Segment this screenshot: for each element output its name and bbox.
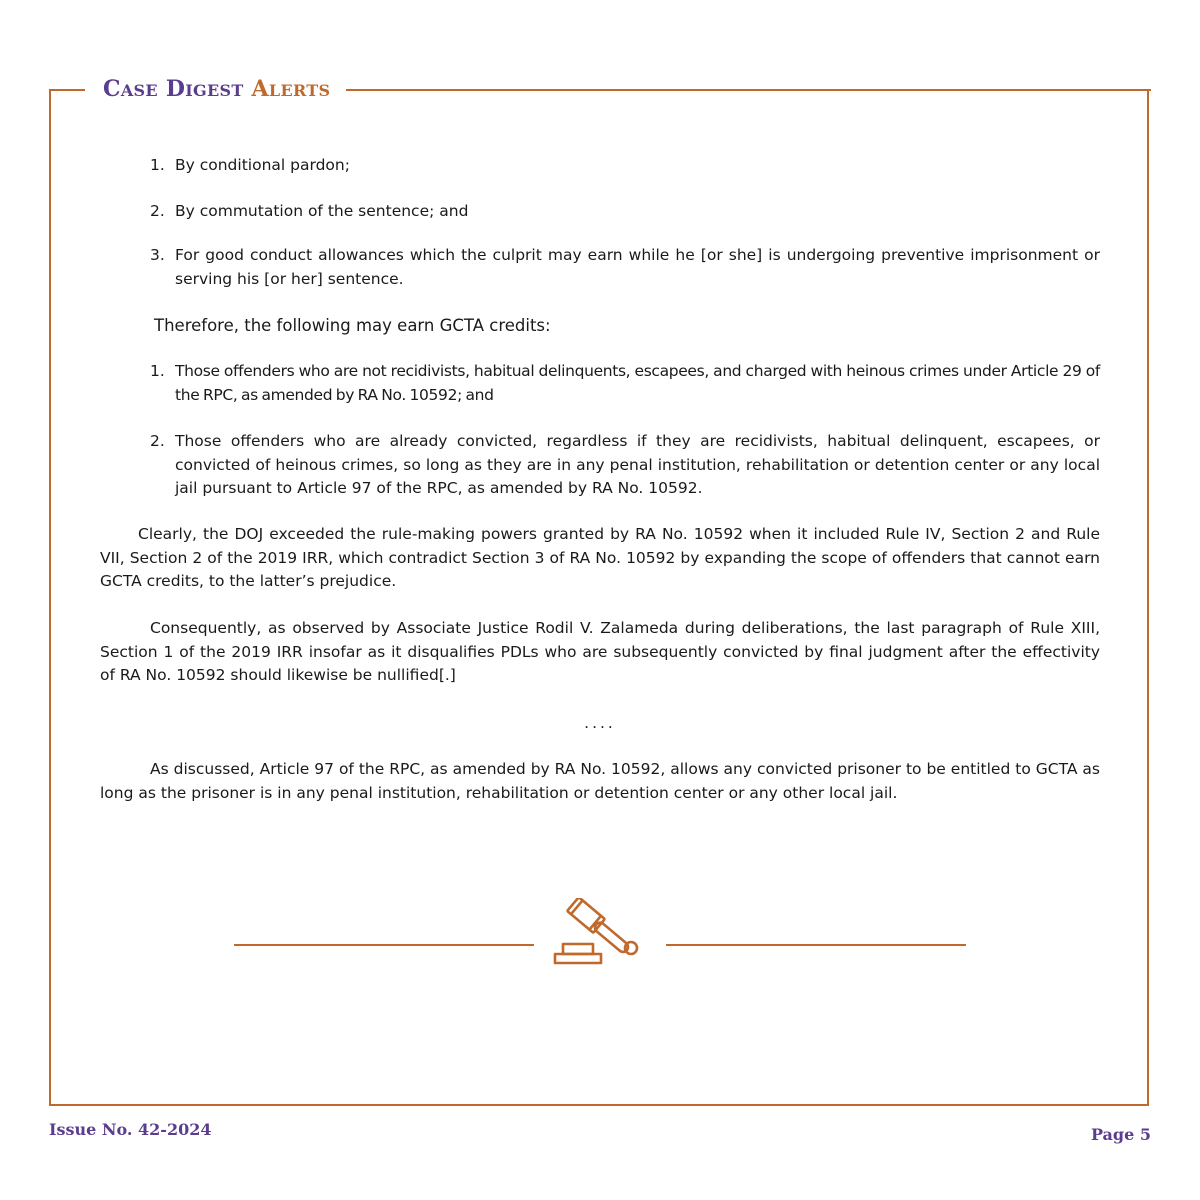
list-text: For good conduct allowances which the culprit may earn while he [or she] is undergoing preventive imprisonment or serving his [or her] sentence.	[175, 246, 1100, 288]
divider-left-rule	[234, 944, 534, 946]
list-b-item-2	[150, 430, 1100, 501]
therefore-line: Therefore, the following may earn GCTA credits:	[154, 316, 551, 335]
section-title	[103, 75, 330, 105]
list-a-item-1	[150, 154, 1100, 178]
paragraph-discussed: As discussed, Article 97 of the RPC, as amended by RA No. 10592, allows any convicted prisoner to be entitled to GCTA as long as the prisoner is in any penal institution, rehabilitation or detention center or any other local jail.	[100, 760, 1100, 802]
title-word-case: CASE	[103, 76, 158, 102]
gavel-icon	[552, 898, 644, 966]
title-word-digest: DIGEST	[165, 76, 244, 102]
list-number: 2.	[150, 432, 165, 450]
paragraph-consequently: Consequently, as observed by Associate Justice Rodil V. Zalameda during deliberations, the last paragraph of Rule XIII, Section 1 of the 2019 IRR insofar as it disqualifies PDLs who are subsequently convicted by final judgment after the effectivity of RA No. 10592 should likewise be nullified[.]	[100, 619, 1100, 684]
list-number: 2.	[150, 202, 165, 220]
paragraph-clearly: Clearly, the DOJ exceeded the rule-making powers granted by RA No. 10592 when it included Rule IV, Section 2 and Rule VII, Section 2 of the 2019 IRR, which contradict Section 3 of RA No. 10592 by expanding the scope of offenders that cannot earn GCTA credits, to the latter’s prejudice.	[100, 525, 1100, 590]
list-a-item-3	[150, 244, 1100, 291]
list-text: By commutation of the sentence; and	[175, 202, 469, 220]
list-b-item-1	[150, 360, 1100, 407]
page-number: Page 5	[1090, 1125, 1151, 1144]
title-word-alerts: ALERTS	[251, 76, 331, 102]
list-number: 1.	[150, 362, 165, 380]
list-text: Those offenders who are already convicted, regardless if they are recidivists, habitual delinquent, escapees, or convicted of heinous crimes, so long as they are in any penal institution, rehabilitation or detention center or any local jail pursuant to Article 97 of the RPC, as amended by RA No. 10592.	[175, 432, 1100, 497]
list-text: Those offenders who are not recidivists, habitual delinquents, escapees, and charged with heinous crimes under Article 29 of the RPC, as amended by RA No. 10592; and	[175, 362, 1100, 404]
list-text: By conditional pardon;	[175, 156, 350, 174]
list-number: 1.	[150, 156, 165, 174]
divider-right-rule	[666, 944, 966, 946]
list-number: 3.	[150, 246, 165, 264]
issue-number: Issue No. 42-2024	[49, 1120, 212, 1139]
list-a-item-2	[150, 200, 1100, 224]
ellipsis: ....	[584, 714, 616, 732]
